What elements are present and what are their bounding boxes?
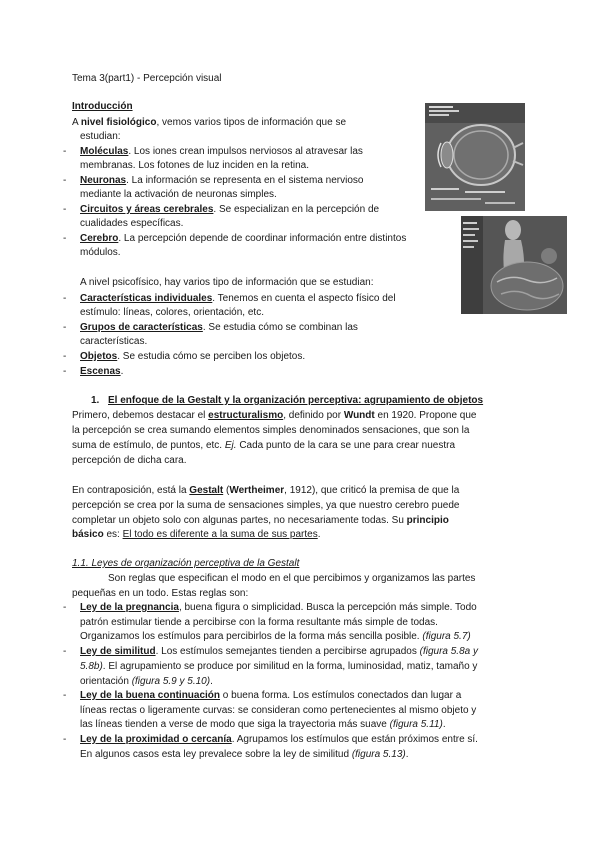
law-pregnancia: Ley de la pregnancia, buena figura o simplicidad. Busca la percepción más simple. Todo (80, 602, 477, 613)
paragraph-line: En contraposición, está la Gestalt (Wertheimer, 1912), que criticó la premisa de que la (72, 485, 460, 496)
paragraph-line: percepción se crea por la suma de sensaciones simples, ya que nuestro cerebro puede (72, 500, 460, 511)
eye-diagram-svg (425, 103, 525, 211)
intro-line: A nivel fisiológico, vemos varios tipos de información que se (72, 117, 347, 128)
list-item-text: mediante la activación de neuronas simples. (80, 189, 277, 200)
list-item-text: membranas. Los fotones de luz inciden en la retina. (80, 160, 310, 171)
bullet-dash: - (63, 366, 67, 377)
section-number: 1. (91, 395, 100, 406)
law-text: orientación (figura 5.9 y 5.10). (80, 676, 213, 687)
list-item-objetos: Objetos. Se estudia cómo se perciben los objetos. (80, 351, 306, 362)
bullet-dash: - (63, 204, 67, 215)
law-text: En algunos casos esta ley prevalece sobre la ley de similitud (figura 5.13). (80, 749, 409, 760)
paragraph-line: la percepción se crea sumando elementos simples denominados sensaciones, que son la (72, 425, 470, 436)
law-text: patrón estimular tiende a percibirse con la forma resultante más simple de todas. (80, 617, 438, 628)
law-text: Organizamos los estímulos para percibirlos de la forma más sencilla posible. (figura 5.7) (80, 631, 471, 642)
paragraph-line: pequeñas en un todo. Estas reglas son: (72, 588, 249, 599)
list-item-circuitos: Circuitos y áreas cerebrales. Se especializan en la percepción de (80, 204, 380, 215)
law-text: las líneas tienden a verse de modo que siga la trayectoria más suave (figura 5.11). (80, 719, 446, 730)
intro-line: estudian: (80, 131, 121, 142)
section-heading: El enfoque de la Gestalt y la organización perceptiva: agrupamiento de objetos (108, 395, 484, 406)
list-item-moleculas: Moléculas. Los iones crean impulsos nerviosos al atravesar las (80, 146, 363, 157)
list-item-text: estímulo: líneas, colores, orientación, etc. (80, 307, 264, 318)
law-proximidad: Ley de la proximidad o cercanía. Agrupamos los estímulos que están próximos entre sí. (80, 734, 478, 745)
list-item-text: características. (80, 336, 148, 347)
bullet-dash: - (63, 602, 67, 613)
bullet-dash: - (63, 646, 67, 657)
paragraph-line: básico es: El todo es diferente a la suma de sus partes. (72, 529, 321, 540)
law-buena-continuacion: Ley de la buena continuación o buena forma. Los estímulos conectados dan lugar a (80, 690, 462, 701)
psicofisico-line: A nivel psicofísico, hay varios tipo de información que se estudian: (80, 277, 374, 288)
subsection-heading: 1.1. Leyes de organización perceptiva de la Gestalt (72, 558, 300, 569)
list-item-neuronas: Neuronas. La información se representa en el sistema nervioso (80, 175, 364, 186)
intro-heading: Introducción (72, 101, 133, 112)
paragraph-line: completar un objeto solo con algunas partes, no necesariamente todas. Su principio (72, 515, 449, 526)
nervous-system-svg (461, 216, 567, 314)
law-text: 5.8b). El agrupamiento se produce por similitud en la forma, luminosidad, matiz, tamaño y (80, 661, 478, 672)
bullet-dash: - (63, 146, 67, 157)
list-item-escenas: Escenas. (80, 366, 124, 377)
list-item-caracteristicas: Características individuales. Tenemos en cuenta el aspecto físico del (80, 293, 396, 304)
bullet-dash: - (63, 690, 67, 701)
list-item-text: módulos. (80, 247, 121, 258)
paragraph-line: percepción de dicha cara. (72, 455, 187, 466)
bullet-dash: - (63, 322, 67, 333)
list-item-cerebro: Cerebro. La percepción depende de coordinar información entre distintos (80, 233, 407, 244)
document-title: Tema 3(part1) - Percepción visual (72, 73, 222, 84)
bullet-dash: - (63, 351, 67, 362)
law-text: líneas rectas o ligeramente curvas: se consideran como pertenecientes al mismo objeto y (80, 705, 477, 716)
list-item-text: cualidades específicas. (80, 218, 184, 229)
paragraph-line: Son reglas que especifican el modo en el que percibimos y organizamos las partes (108, 573, 476, 584)
bullet-dash: - (63, 734, 67, 745)
eye-diagram-image (425, 103, 525, 211)
law-similitud: Ley de similitud. Los estímulos semejantes tienden a percibirse agrupados (figura 5.8a y (80, 646, 478, 657)
nervous-system-image (461, 216, 567, 314)
paragraph-line: Primero, debemos destacar el estructuralismo, definido por Wundt en 1920. Propone que (72, 410, 477, 421)
bullet-dash: - (63, 175, 67, 186)
bullet-dash: - (63, 293, 67, 304)
bullet-dash: - (63, 233, 67, 244)
list-item-grupos: Grupos de características. Se estudia cómo se combinan las (80, 322, 358, 333)
paragraph-line: suma de estímulo, de puntos, etc. Ej. Cada punto de la cara se une para crear nuestra (72, 440, 456, 451)
